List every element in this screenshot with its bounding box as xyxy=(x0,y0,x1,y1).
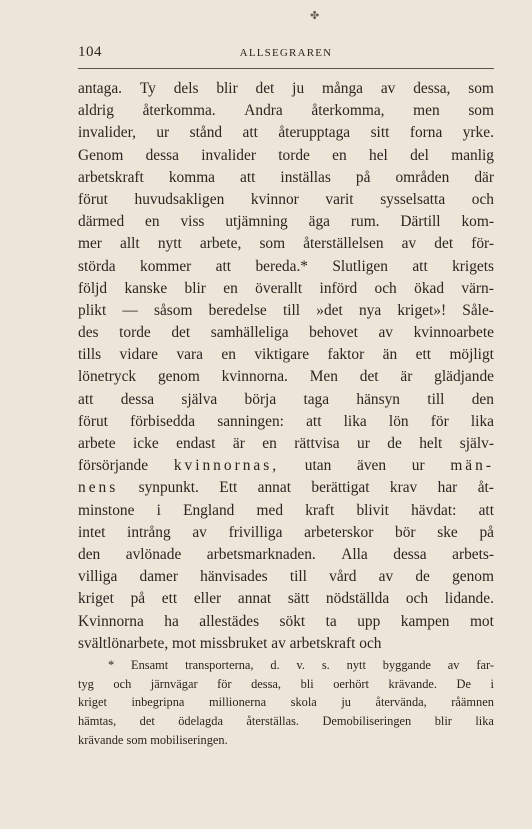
word: ha xyxy=(164,612,179,630)
word: återställas. xyxy=(246,714,300,729)
word: att xyxy=(306,412,322,430)
word: de xyxy=(415,568,430,586)
word: sätt xyxy=(287,590,310,608)
word: arbetskraft xyxy=(78,168,144,186)
word: förut xyxy=(78,190,108,208)
word: Ty xyxy=(139,80,156,97)
word: krav xyxy=(389,479,418,497)
word: de xyxy=(387,435,402,452)
word: hävdat: xyxy=(411,501,457,519)
word: återupptaga xyxy=(278,124,351,142)
word: en xyxy=(332,146,347,164)
footnote-line xyxy=(78,731,494,750)
word: där xyxy=(474,168,494,186)
word: torde xyxy=(119,324,151,342)
word: hänvisades xyxy=(200,568,268,586)
word: ju xyxy=(341,695,351,710)
word: försörjande xyxy=(78,457,149,475)
word: för- xyxy=(471,235,494,253)
word: Slutligen xyxy=(332,257,388,275)
word: blir xyxy=(216,80,238,97)
word: Såle- xyxy=(462,301,494,319)
text-line xyxy=(78,544,494,566)
footnote-line xyxy=(78,693,494,712)
word: utjämning xyxy=(225,213,288,231)
word: som xyxy=(126,732,151,747)
text-line xyxy=(78,167,494,189)
word: av xyxy=(447,658,460,672)
word: krävande xyxy=(78,732,127,747)
text-line xyxy=(78,78,494,100)
word: annat xyxy=(257,479,291,497)
text-line xyxy=(78,433,494,455)
word: det xyxy=(359,368,379,386)
word: antaga. xyxy=(78,80,123,97)
word: möjligt xyxy=(449,346,494,364)
word: Ensamt xyxy=(131,658,169,672)
word: kriget xyxy=(78,590,114,608)
text-line xyxy=(78,278,494,300)
word: och xyxy=(471,190,494,208)
print-mark: ✤ xyxy=(310,10,320,22)
word: allestädes xyxy=(199,612,260,630)
word: transporterna, xyxy=(185,658,254,672)
text-line xyxy=(78,588,494,610)
word: nytt xyxy=(157,235,182,253)
word: Demobiliseringen xyxy=(322,714,412,729)
word: des xyxy=(78,324,99,342)
word: krigets xyxy=(452,257,494,275)
word: blir xyxy=(184,279,206,297)
word: minstone xyxy=(78,501,135,519)
page-number: 104 xyxy=(78,44,102,60)
word: Genom xyxy=(78,146,124,164)
footnote-line xyxy=(78,656,494,675)
word: helt xyxy=(419,435,443,452)
word: kraft xyxy=(305,501,335,519)
text-line xyxy=(78,322,494,344)
word: Men xyxy=(309,368,338,386)
word: själv- xyxy=(459,435,494,452)
word: införd xyxy=(319,279,358,297)
word: s. xyxy=(321,658,330,672)
word: och xyxy=(374,279,397,297)
word: ett xyxy=(161,590,178,608)
text-line xyxy=(78,122,494,144)
word: att xyxy=(478,501,494,519)
text-line xyxy=(78,455,494,477)
word: invalider xyxy=(201,146,256,164)
word: järnvägar xyxy=(150,676,198,691)
text-line xyxy=(78,256,494,278)
word: förbisedda xyxy=(130,412,196,430)
text-line xyxy=(78,211,494,233)
word: ur xyxy=(411,457,425,475)
word: frivilliga xyxy=(228,523,283,541)
word: icke xyxy=(133,435,159,452)
word: arbets- xyxy=(452,545,494,563)
word: damer xyxy=(139,568,178,586)
text-line xyxy=(78,344,494,366)
word: v. xyxy=(296,658,306,672)
word: ur xyxy=(156,124,170,142)
word: och xyxy=(113,676,132,691)
word: torde xyxy=(278,146,310,164)
text-line xyxy=(78,389,494,411)
word: för xyxy=(430,412,449,430)
word: avlönade xyxy=(125,545,182,563)
word: en xyxy=(223,279,238,297)
footnote xyxy=(78,656,494,749)
word: på xyxy=(355,168,371,186)
word: England xyxy=(183,501,235,519)
word: med xyxy=(256,501,284,519)
word: bli xyxy=(300,676,314,691)
word: hänsyn xyxy=(356,390,400,408)
word: kvinnornas, xyxy=(173,457,280,475)
word: sysselsatta xyxy=(380,190,446,208)
footnote-line xyxy=(78,675,494,694)
body-text xyxy=(78,78,494,655)
word: arbetskraft xyxy=(289,634,360,652)
word: återkomma. xyxy=(142,102,216,120)
word: överallt xyxy=(255,279,303,297)
word: yrke. xyxy=(462,124,494,142)
word: kriget xyxy=(78,695,107,710)
text-line xyxy=(78,233,494,255)
word: endast xyxy=(176,435,216,452)
text-line xyxy=(78,366,494,388)
word: att xyxy=(215,257,232,275)
text-line xyxy=(78,522,494,544)
word: är xyxy=(232,435,245,452)
word: kom- xyxy=(461,213,494,231)
word: på xyxy=(479,523,494,541)
word: ta xyxy=(325,612,337,630)
text-line xyxy=(78,633,494,655)
word: värn- xyxy=(461,279,494,297)
word: kommer xyxy=(140,257,192,275)
word: nens xyxy=(78,479,119,497)
word: viss xyxy=(180,213,205,231)
word: lidande. xyxy=(444,590,494,608)
word: rättvisa xyxy=(294,435,340,452)
word: mer xyxy=(78,235,102,253)
word: annat xyxy=(237,590,272,608)
word: förut xyxy=(78,412,108,430)
word: råämnen xyxy=(451,695,494,710)
word: äga xyxy=(308,213,330,231)
word: Kvinnorna xyxy=(78,612,144,630)
header-rule xyxy=(78,68,494,69)
word: till xyxy=(282,301,301,319)
word: det xyxy=(255,80,275,97)
word: bereda.* xyxy=(255,257,308,275)
word: mot xyxy=(469,612,494,630)
word: den xyxy=(78,545,101,563)
word: Därtill xyxy=(400,213,441,231)
word: än xyxy=(382,346,398,364)
word: att xyxy=(240,168,256,186)
word: arbetsmarknaden. xyxy=(206,545,316,563)
word: glädjande xyxy=(434,368,494,386)
word: Andra xyxy=(244,102,283,120)
word: kvinnor xyxy=(250,190,299,208)
word: det xyxy=(139,714,155,729)
word: invalider, xyxy=(78,124,136,142)
word: far- xyxy=(476,658,494,672)
word: nya xyxy=(358,301,382,319)
text-line xyxy=(78,611,494,633)
word: följd xyxy=(78,279,108,297)
word: lika xyxy=(343,412,367,430)
word: av xyxy=(401,235,417,253)
word: dessa xyxy=(120,390,155,408)
word: lika xyxy=(470,412,494,430)
word: forna xyxy=(409,124,443,142)
word: aldrig xyxy=(78,102,114,120)
word: missbruket xyxy=(199,634,272,652)
word: ödelagda xyxy=(178,714,223,729)
word: d. xyxy=(270,658,280,672)
word: manlig xyxy=(451,146,494,164)
word: komma xyxy=(168,168,215,186)
word: områden xyxy=(395,168,450,186)
word: en xyxy=(221,346,236,364)
footnote-line xyxy=(78,712,494,731)
word: sanningen: xyxy=(217,412,284,430)
word: kvinnorna. xyxy=(221,368,288,386)
word: kvinnoarbete xyxy=(413,324,494,342)
text-line xyxy=(78,477,494,499)
word: som xyxy=(259,235,286,253)
word: rum. xyxy=(350,213,380,231)
word: åt- xyxy=(477,479,494,497)
word: en xyxy=(262,435,277,452)
word: till xyxy=(289,568,307,586)
text-line xyxy=(78,300,494,322)
word: återvända, xyxy=(375,695,427,710)
text-line xyxy=(78,500,494,522)
word: krävande. xyxy=(388,676,438,691)
word: ske xyxy=(437,523,458,541)
word: av xyxy=(380,80,396,97)
word: vidare xyxy=(119,346,158,364)
word: huvudsakligen xyxy=(134,190,225,208)
word: faktor xyxy=(327,346,365,364)
word: nytt xyxy=(346,658,366,672)
word: det xyxy=(171,324,191,342)
word: på xyxy=(130,590,146,608)
word: mot xyxy=(172,634,200,652)
word: genom xyxy=(452,568,494,586)
word: och xyxy=(405,590,429,608)
word: av xyxy=(271,634,290,652)
word: viktigare xyxy=(254,346,310,364)
word: återkomma, xyxy=(311,102,385,120)
word: av xyxy=(192,523,207,541)
word: det xyxy=(434,235,454,253)
word: av xyxy=(378,324,393,342)
word: och xyxy=(359,634,382,652)
word: dessa xyxy=(393,545,427,563)
word: även xyxy=(357,457,387,475)
word: blir xyxy=(434,714,452,729)
word: är xyxy=(400,368,413,386)
word: arbeterskor xyxy=(304,523,374,541)
word: nödställda xyxy=(325,590,390,608)
word: men xyxy=(413,102,440,120)
word: millionerna xyxy=(208,695,267,710)
word: arbete, xyxy=(199,235,242,253)
word: mobiliseringen. xyxy=(150,732,228,747)
word: byggande xyxy=(382,658,431,672)
word: lönetryck xyxy=(78,368,137,386)
word: hämtas, xyxy=(78,714,117,729)
text-line xyxy=(78,411,494,433)
word: kampen xyxy=(400,612,450,630)
word: en xyxy=(145,213,160,231)
word: synpunkt. xyxy=(138,479,199,497)
word: kanske xyxy=(124,279,168,297)
page-header xyxy=(78,44,494,66)
word: — xyxy=(122,301,138,319)
word: inbegripna xyxy=(131,695,185,710)
word: många xyxy=(321,80,364,97)
word: beredelse xyxy=(208,301,267,319)
word: kriget»! xyxy=(397,301,447,319)
word: stånd xyxy=(189,124,223,142)
word: lika xyxy=(475,714,494,729)
word: plikt xyxy=(78,301,107,319)
word: sitt xyxy=(370,124,390,142)
word: ökad xyxy=(414,279,445,297)
word: intet xyxy=(78,523,106,541)
word: Ett xyxy=(219,479,238,497)
word: vård xyxy=(329,568,357,586)
word: oerhört xyxy=(333,676,369,691)
word: intrång xyxy=(127,523,171,541)
text-line xyxy=(78,189,494,211)
word: »det xyxy=(316,301,343,319)
word: lön xyxy=(388,412,409,430)
word: ju xyxy=(292,80,305,97)
word: skola xyxy=(290,695,317,710)
word: ur xyxy=(357,435,370,452)
word: bör xyxy=(395,523,416,541)
word: till xyxy=(427,390,445,408)
word: av xyxy=(378,568,394,586)
word: tills xyxy=(78,346,102,364)
word: den xyxy=(471,390,494,408)
word: att xyxy=(242,124,258,142)
word: taga xyxy=(303,390,330,408)
word: tyg xyxy=(78,676,94,691)
word: att xyxy=(78,390,94,408)
word: i xyxy=(490,676,494,691)
word: del xyxy=(410,146,429,164)
text-line xyxy=(78,566,494,588)
word: genom xyxy=(157,368,200,386)
word: Alla xyxy=(341,545,368,563)
word: män- xyxy=(450,457,494,475)
word: inställas xyxy=(280,168,331,186)
word: därmed xyxy=(78,213,125,231)
word: dessa xyxy=(145,146,179,164)
word: sökt xyxy=(279,612,306,630)
word: blivit xyxy=(356,501,389,519)
text-line xyxy=(78,100,494,122)
word: De xyxy=(456,676,471,691)
word: villiga xyxy=(78,568,118,586)
word: samhälleliga xyxy=(210,324,289,342)
word: som xyxy=(468,80,494,97)
word: berättigat xyxy=(311,479,370,497)
word: själva xyxy=(181,390,218,408)
word: eller xyxy=(193,590,222,608)
word: i xyxy=(156,501,161,519)
word: arbete xyxy=(78,435,116,452)
word: dels xyxy=(173,80,199,97)
word: behovet xyxy=(309,324,358,342)
word: hel xyxy=(369,146,388,164)
word: vara xyxy=(176,346,203,364)
word: såsom xyxy=(153,301,193,319)
text-line xyxy=(78,145,494,167)
word: dessa, xyxy=(413,80,451,97)
word: * xyxy=(108,658,115,672)
running-head: ALLSEGRAREN xyxy=(239,47,333,59)
word: dessa, xyxy=(251,676,282,691)
word: att xyxy=(412,257,428,275)
word: svältlönarbete, xyxy=(78,634,173,652)
word: som xyxy=(468,102,494,120)
word: börja xyxy=(244,390,277,408)
word: allt xyxy=(120,235,140,253)
word: upp xyxy=(357,612,381,630)
word: har xyxy=(437,479,458,497)
word: störda xyxy=(78,257,116,275)
word: återställelsen xyxy=(303,235,384,253)
word: för xyxy=(217,676,232,691)
word: varit xyxy=(325,190,354,208)
word: utan xyxy=(304,457,332,475)
word: ett xyxy=(415,346,432,364)
